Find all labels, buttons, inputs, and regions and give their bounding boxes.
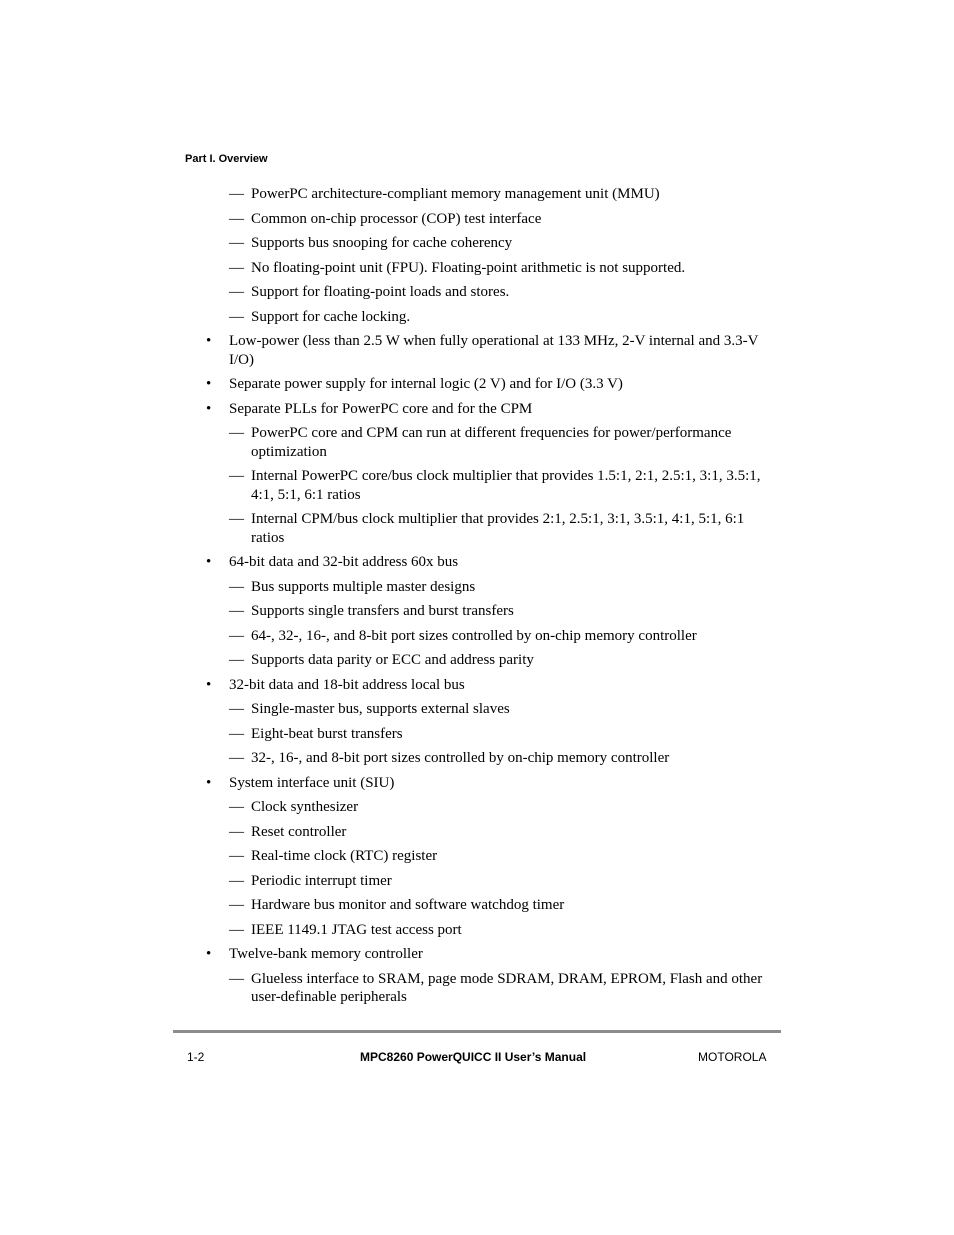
sub-item	[0, 259, 954, 278]
item-text: PowerPC core and CPM can run at different frequencies for power/performance optimization	[251, 425, 732, 460]
item-text: PowerPC architecture-compliant memory management unit (MMU)	[251, 186, 660, 202]
item-text: No floating-point unit (FPU). Floating-point arithmetic is not supported.	[251, 259, 686, 276]
dash-marker: —	[229, 578, 244, 595]
dash-marker: —	[229, 235, 244, 251]
item-text: Twelve-bank memory controller	[229, 946, 423, 962]
dash-marker: —	[229, 970, 244, 987]
dash-marker: —	[229, 725, 244, 742]
item-text: Hardware bus monitor and software watchdog timer	[251, 897, 565, 913]
bullet-marker: •	[206, 676, 212, 693]
item-text: Separate PLLs for PowerPC core and for the CPM	[229, 400, 533, 417]
sub-item	[0, 970, 954, 1007]
dash-marker: —	[229, 750, 244, 766]
bullet-item	[0, 774, 954, 793]
item-text: Bus supports multiple master designs	[251, 578, 476, 595]
sub-item	[0, 185, 954, 204]
manual-title: MPC8260 PowerQUICC II User’s Manual	[360, 1050, 587, 1064]
sub-item	[0, 578, 954, 597]
item-text: Supports bus snooping for cache coherency	[251, 235, 513, 251]
sub-item	[0, 749, 954, 768]
item-text: Supports data parity or ECC and address parity	[251, 652, 534, 668]
bullet-item	[0, 375, 954, 394]
item-text: Periodic interrupt timer	[251, 872, 392, 889]
sub-item	[0, 896, 954, 915]
company-name: MOTOROLA	[698, 1050, 767, 1064]
bullet-item	[0, 676, 954, 695]
item-text: Support for floating-point loads and stores.	[251, 284, 510, 300]
bullet-item	[0, 553, 954, 572]
item-text: 64-bit data and 32-bit address 60x bus	[229, 554, 459, 570]
bullet-item	[0, 945, 954, 964]
bullet-marker: •	[206, 400, 212, 417]
dash-marker: —	[229, 468, 244, 484]
bullet-marker: •	[206, 554, 212, 570]
dash-marker: —	[229, 823, 244, 840]
sub-item	[0, 823, 954, 842]
dash-marker: —	[229, 210, 244, 227]
bullet-marker: •	[206, 376, 212, 392]
sub-item	[0, 700, 954, 719]
bullet-item	[0, 332, 954, 369]
item-text: Glueless interface to SRAM, page mode SDRAM, DRAM, EPROM, Flash and other user-definable peripherals	[251, 970, 763, 1005]
sub-item	[0, 234, 954, 253]
item-text: Internal CPM/bus clock multiplier that provides 2:1, 2.5:1, 3:1, 3.5:1, 4:1, 5:1, 6:1 ratios	[251, 511, 745, 546]
item-text: System interface unit (SIU)	[229, 774, 395, 791]
sub-item	[0, 308, 954, 327]
dash-marker: —	[229, 848, 244, 864]
dash-marker: —	[229, 186, 244, 202]
sub-item	[0, 510, 954, 547]
sub-item	[0, 798, 954, 817]
item-text: Supports single transfers and burst transfers	[251, 603, 514, 619]
item-text: Separate power supply for internal logic (2 V) and for I/O (3.3 V)	[229, 376, 623, 392]
sub-item	[0, 210, 954, 229]
item-text: Eight-beat burst transfers	[251, 725, 403, 742]
dash-marker: —	[229, 872, 244, 889]
dash-marker: —	[229, 284, 244, 300]
sub-item	[0, 602, 954, 621]
dash-marker: —	[229, 701, 244, 717]
footer-rule	[173, 1030, 781, 1033]
sub-item	[0, 627, 954, 646]
dash-marker: —	[229, 799, 244, 815]
dash-marker: —	[229, 652, 244, 668]
item-text: Internal PowerPC core/bus clock multiplier that provides 1.5:1, 2:1, 2.5:1, 3:1, 3.5:1, 4:1, 5:1, 6:1 ratios	[251, 468, 761, 503]
page-number: 1-2	[187, 1050, 205, 1064]
item-text: Clock synthesizer	[251, 799, 359, 815]
item-text: 32-bit data and 18-bit address local bus	[229, 676, 465, 693]
dash-marker: —	[229, 627, 244, 644]
bullet-marker: •	[206, 774, 212, 791]
item-text: Real-time clock (RTC) register	[251, 848, 438, 864]
item-text: Single-master bus, supports external slaves	[251, 701, 510, 717]
item-text: Reset controller	[251, 823, 347, 840]
feature-list	[0, 185, 954, 1013]
item-text: Common on-chip processor (COP) test interface	[251, 210, 542, 227]
sub-item	[0, 424, 954, 461]
dash-marker: —	[229, 425, 244, 441]
item-text: Low-power (less than 2.5 W when fully operational at 133 MHz, 2-V internal and 3.3-V I/O)	[229, 333, 759, 368]
dash-marker: —	[229, 921, 244, 938]
dash-marker: —	[229, 511, 244, 527]
sub-item	[0, 467, 954, 504]
sub-item	[0, 725, 954, 744]
sub-item	[0, 847, 954, 866]
item-text: IEEE 1149.1 JTAG test access port	[251, 921, 462, 938]
bullet-marker: •	[206, 946, 212, 962]
bullet-marker: •	[206, 333, 212, 349]
dash-marker: —	[229, 603, 244, 619]
running-head: Part I. Overview	[185, 153, 268, 165]
sub-item	[0, 921, 954, 940]
dash-marker: —	[229, 308, 244, 325]
item-text: Support for cache locking.	[251, 308, 411, 325]
sub-item	[0, 651, 954, 670]
dash-marker: —	[229, 897, 244, 913]
bullet-item	[0, 400, 954, 419]
sub-item	[0, 283, 954, 302]
item-text: 64-, 32-, 16-, and 8-bit port sizes controlled by on-chip memory controller	[251, 627, 697, 644]
item-text: 32-, 16-, and 8-bit port sizes controlled by on-chip memory controller	[251, 750, 670, 766]
dash-marker: —	[229, 259, 244, 276]
sub-item	[0, 872, 954, 891]
